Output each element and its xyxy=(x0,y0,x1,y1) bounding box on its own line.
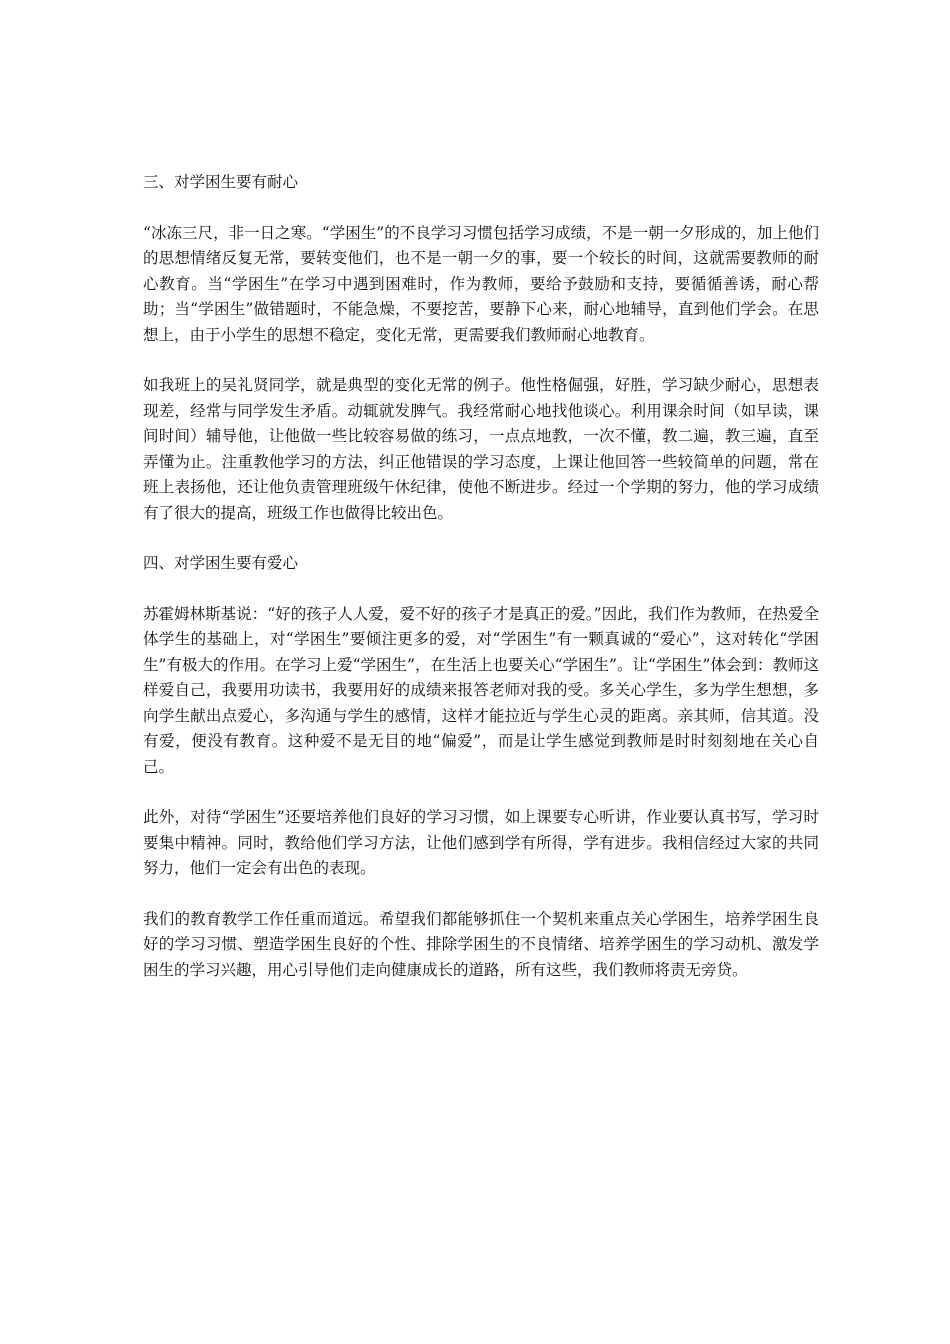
paragraph-love-intro: 苏霍姆林斯基说：“好的孩子人人爱，爱不好的孩子才是真正的爱。”因此，我们作为教师，在热爱全体学生的基础上，对“学困生”要倾注更多的爱，对“学困生”有一颗真诚的“爱心”，这对转化“学困生”有极大的作用。在学习上爱“学困生”，在生活上也要关心“学困生”。让“学困生”体会到：教师这样爱自己，我要用功读书，我要用好的成绩来报答老师对我的受。多关心学生，多为学生想想，多向学生献出点爱心，多沟通与学生的感情，这样才能拉近与学生心灵的距离。亲其师，信其道。没有爱，便没有教育。这种爱不是无目的地“偏爱”，而是让学生感觉到教师是时时刻刻地在关心自己。 xyxy=(143,604,819,776)
paragraph-love-habits: 此外，对待“学困生”还要培养他们良好的学习习惯，如上课要专心听讲，作业要认真书写，学习时要集中精神。同时，教给他们学习方法，让他们感到学有所得，学有进步。我相信经过大家的共同努力，他们一定会有出色的表现。 xyxy=(143,808,819,877)
document-page xyxy=(143,170,819,1008)
section-heading-love: 四、对学困生要有爱心 xyxy=(143,554,299,572)
paragraph-love-conclusion: 我们的教育教学工作任重而道远。希望我们都能够抓住一个契机来重点关心学困生，培养学困生良好的学习习惯、塑造学困生良好的个性、排除学困生的不良情绪、培养学困生的学习动机、激发学困生的学习兴趣，用心引导他们走向健康成长的道路，所有这些，我们教师将责无旁贷。 xyxy=(143,909,819,979)
section-heading-patience: 三、对学困生要有耐心 xyxy=(143,173,299,191)
paragraph-patience-intro: “冰冻三尺，非一日之寒。“学困生”的不良学习习惯包括学习成绩，不是一朝一夕形成的，加上他们的思想情绪反复无常，要转变他们，也不是一朝一夕的事，要一个较长的时间，这就需要教师的耐心教育。当“学困生”在学习中遇到困难时，作为教师，要给予鼓励和支持，要循循善诱，耐心帮助；当“学困生”做错题时，不能急燥，不要挖苦，要静下心来，耐心地辅导，直到他们学会。在思想上，由于小学生的思想不稳定，变化无常，更需要我们教师耐心地教育。 xyxy=(143,223,819,344)
paragraph-patience-example: 如我班上的吴礼贤同学，就是典型的变化无常的例子。他性格倔强，好胜，学习缺少耐心，思想表现差，经常与同学发生矛盾。动辄就发脾气。我经常耐心地找他谈心。利用课余时间（如早读，课间时间）辅导他，让他做一些比较容易做的练习，一点点地教，一次不懂，教二遍，教三遍，直至弄懂为止。注重教他学习的方法，纠正他错误的学习态度，上课让他回答一些较简单的问题，常在班上表扬他，还让他负责管理班级午休纪律，使他不断进步。经过一个学期的努力，他的学习成绩有了很大的提高，班级工作也做得比较出色。 xyxy=(143,376,819,522)
